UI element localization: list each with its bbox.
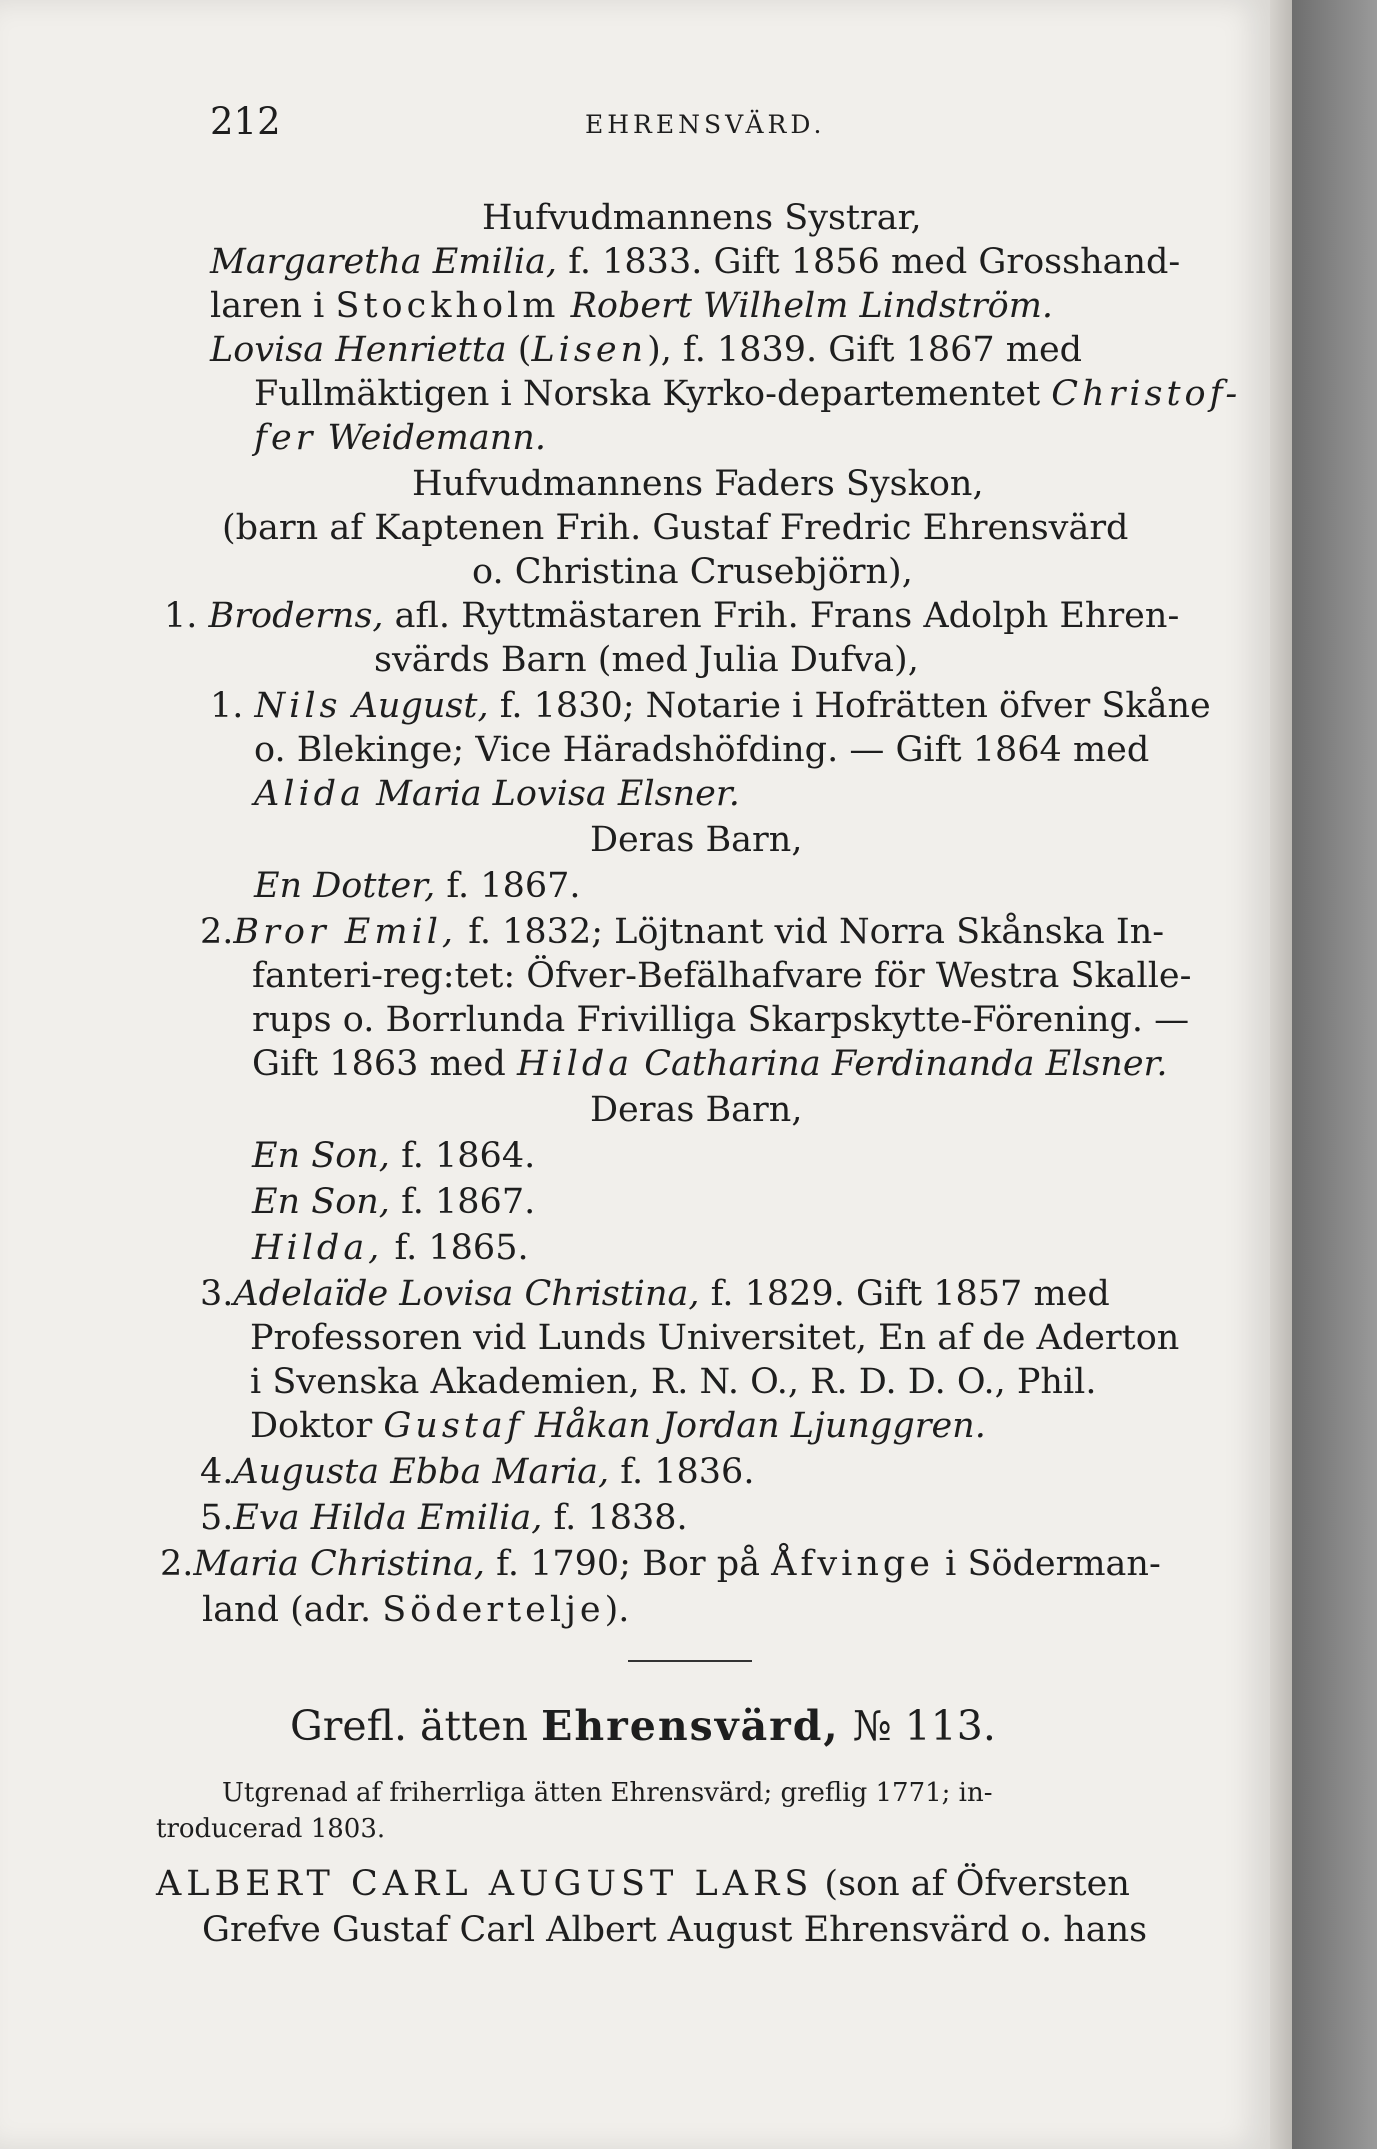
text-line: Hilda, f. 1865. [252,1228,529,1268]
text-line: svärds Barn (med Julia Dufva), [374,640,919,680]
section-heading: Hufvudmannens Systrar, [482,198,922,238]
family-intro-line: Utgrenad af friherrliga ätten Ehrensvärd; greflig 1771; in- [222,1778,993,1808]
text-line: 2.Bror Emil, f. 1832; Löjtnant vid Norra Skånska In- [200,912,1165,952]
section-heading: Hufvudmannens Faders Syskon, [412,464,984,504]
entry-name: ALBERT CARL AUGUST LARS [156,1864,814,1904]
text-line: 5.Eva Hilda Emilia, f. 1838. [200,1498,688,1538]
text-line: Fullmäktigen i Norska Kyrko-departementet Christof- [254,374,1242,414]
text-line: o. Christina Crusebjörn), [472,552,913,592]
section-heading: Deras Barn, [590,820,803,860]
text-line: ALBERT CARL AUGUST LARS (son af Öfversten [156,1864,1130,1904]
section-rule [628,1660,752,1662]
text-line: laren i Stockholm Robert Wilhelm Lindström. [210,286,1054,326]
family-name: Ehrensvärd, [541,1702,840,1750]
text-line: En Dotter, f. 1867. [254,866,581,906]
section-heading: Deras Barn, [590,1090,803,1130]
text-line: Professoren vid Lunds Universitet, En af de Aderton [250,1318,1180,1358]
text-line: Gift 1863 med Hilda Catharina Ferdinanda Elsner. [252,1044,1168,1084]
text-line: Doktor Gustaf Håkan Jordan Ljunggren. [250,1406,986,1446]
text-line: Alida Maria Lovisa Elsner. [254,774,740,814]
text-line: Margaretha Emilia, f. 1833. Gift 1856 med Grosshand- [210,242,1181,282]
text-line: land (adr. Södertelje). [202,1590,630,1630]
text-line: Lovisa Henrietta (Lisen), f. 1839. Gift 1867 med [210,330,1083,370]
page-header [210,100,1210,150]
running-title: EHRENSVÄRD. [585,110,826,139]
text-line: En Son, f. 1867. [252,1182,536,1222]
text-line: 4.Augusta Ebba Maria, f. 1836. [200,1452,755,1492]
text-line: 1. Broderns, afl. Ryttmästaren Frih. Frans Adolph Ehren- [164,596,1180,636]
page-background [1292,0,1377,2149]
text-line: fer Weidemann. [254,418,546,458]
text-line: 1. Nils August, f. 1830; Notarie i Hofrätten öfver Skåne [210,686,1211,726]
text-line: (barn af Kaptenen Frih. Gustaf Fredric Ehrensvärd [222,508,1129,548]
text-line: Grefve Gustaf Carl Albert August Ehrensvärd o. hans [202,1910,1148,1950]
family-intro-line: troducerad 1803. [156,1814,386,1844]
text-line: o. Blekinge; Vice Häradshöfding. — Gift 1864 med [254,730,1150,770]
text-line: fanteri-reg:tet: Öfver-Befälhafvare för Westra Skalle- [252,956,1192,996]
text-line: i Svenska Akademien, R. N. O., R. D. D. O., Phil. [250,1362,1097,1402]
text-line: 3.Adelaïde Lovisa Christina, f. 1829. Gift 1857 med [200,1274,1110,1314]
family-heading: Grefl. ätten Ehrensvärd, № 113. [290,1702,996,1750]
text-line: En Son, f. 1864. [252,1136,536,1176]
page-number: 212 [210,100,281,143]
text-line: 2.Maria Christina, f. 1790; Bor på Åfvinge i Söderman- [160,1544,1161,1584]
page-edge [1270,0,1292,2149]
text-line: rups o. Borrlunda Frivilliga Skarpskytte-Förening. — [252,1000,1190,1040]
